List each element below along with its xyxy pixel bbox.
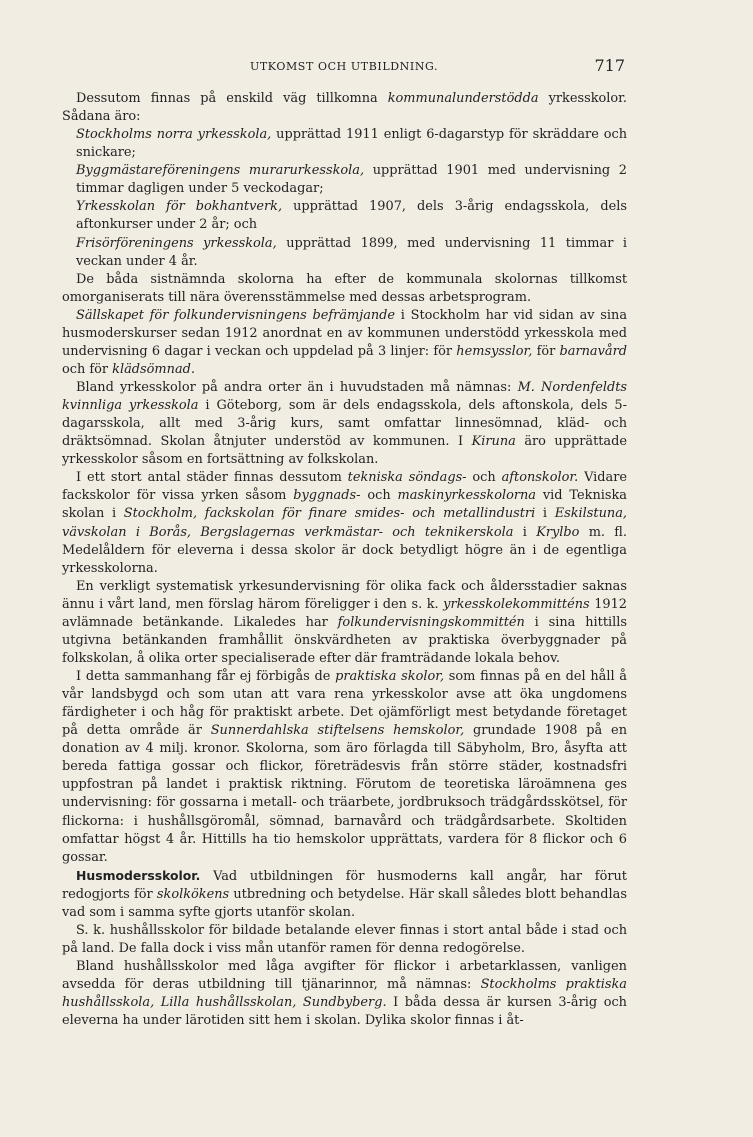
page-header [62, 58, 625, 78]
paragraph [62, 578, 627, 668]
italic-run: Byggmästareföreningens murarurkesskola, [76, 163, 365, 179]
italic-run: praktiska skolor, [335, 669, 445, 684]
text-run: upprättad 1899, med undervisning 11 timmar i veckan under 4 år. [76, 235, 627, 269]
text-run: Vidare fackskolor för vissa yrken såsom [62, 470, 628, 504]
text-run: upprättad 1901 med undervisning 2 timmar dagligen under 5 veckodagar; [76, 163, 627, 197]
italic-run: folkundervisningskommittén [337, 614, 525, 630]
paragraph [62, 867, 627, 922]
paragraph [62, 162, 627, 198]
text-run: yrkesskolor. Sådana äro: [62, 91, 627, 125]
italic-run: Kiruna [471, 434, 516, 450]
paragraph [62, 271, 627, 307]
italic-run: maskinyrkesskolorna [397, 488, 536, 504]
paragraph [62, 126, 627, 162]
text-run: S. k. hushållsskolor för bildade betalande elever finnas i stort antal både i stad och på land. De falla dock i viss mån utanför ramen för denna redogörelse. [62, 922, 627, 956]
italic-run: M. Nordenfeldts kvinnliga yrkesskola [62, 380, 627, 414]
italic-run: Yrkesskolan för bokhantverk, [76, 199, 283, 215]
text-run: Bland hushållsskolor med låga avgifter för flickor i arbetarklassen, vanligen avsedda för deras utbildning till tjänarinnor, må nämnas: [62, 959, 627, 993]
italic-run: Stockholms norra yrkesskola, [76, 127, 272, 143]
text-run: Dessutom finnas på enskild väg tillkomna [76, 91, 388, 106]
paragraph [62, 90, 627, 126]
italic-run: aftonskolor. [501, 470, 579, 486]
text-run: i Stockholm har vid sidan av sina husmoderskurser sedan 1912 anordnat en av kommunen understödd yrkesskola med undervisning 6 dagar i veckan och uppdelad på 3 linjer: för [62, 307, 628, 359]
text-run: En verkligt systematisk yrkesundervisning för olika fack och åldersstadier saknas ännu i vårt land, men förslag härom föreligger i den s. k. [62, 578, 627, 612]
italic-run: Stockholm, fackskolan för finare smides- och metallindustri [123, 506, 536, 522]
text-run: och [466, 470, 502, 486]
italic-run: Sunnerdahlska stiftelsens hemskolor, [210, 723, 465, 739]
italic-run: Eskilstuna, vävskolan i Borås, Bergslagernas verkmästar- och teknikerskola [62, 506, 627, 540]
text-run: vid Tekniska skolan i [62, 488, 627, 522]
text-run: i sina hittills utgivna betänkanden framhållit önskvärdheten av praktiska överbyggnader på folkskolan, å olika orter specialiserade efter där framträdande lokala behov. [62, 614, 627, 666]
text-run: I detta sammanhang får ej förbigås de [76, 669, 336, 684]
text-run: I båda dessa är kursen 3-årig och eleverna ha under lärotiden sitt hem i skolan. Dylika skolor finnas i åt- [62, 995, 627, 1029]
italic-run: kommunalunderstödda [387, 91, 539, 106]
text-run: I ett stort antal städer finnas dessutom [76, 470, 348, 486]
text-run: upprättad 1911 enligt 6-dagarstyp för skräddare och snickare; [76, 127, 628, 161]
italic-run: Krylbo [536, 524, 580, 540]
body-text [62, 90, 627, 1030]
italic-run: barnavård [559, 343, 627, 359]
text-run: Vad utbildningen för husmoderns kall angår, har förut redogjorts för [62, 868, 627, 902]
paragraph [62, 922, 627, 958]
text-run: m. fl. Medelåldern för eleverna i dessa skolor är dock betydligt högre än i de egentliga yrkesskolorna. [62, 524, 627, 576]
paragraph [62, 668, 627, 867]
text-run: grundade 1908 på en donation av 4 milj. kronor. Skolorna, som äro förlagda till Säbyholm, Bro, åsyfta att bereda fattiga gossar och flickor, företrädesvis från större städer, kostnadsfri uppfostran på landet i praktisk riktning. Förutom de teoretiska läroämnena ges undervisning: för gossarna i metall- och träarbete, jordbruksoch trädgårdsskötsel, för flickorna: i hushållsgöromål, sömnad, barnavård och trädgårdsarbete. Skoltiden omfattar högst 4 år. Hittills ha tio hemskolor upprättats, vardera för 8 flickor och 6 gossar. [62, 723, 627, 865]
italic-run: tekniska söndags- [347, 470, 467, 486]
text-run: Bland yrkesskolor på andra orter än i huvudstaden må nämnas: [76, 380, 518, 395]
paragraph [62, 307, 627, 379]
text-run: 1912 avlämnade betänkande. Likaledes har [62, 596, 627, 630]
text-run: i Göteborg, som är dels endagsskola, dels aftonskola, dels 5-dagarsskola, allt med 3-årig kurs, samt omfattar linnesömnad, kläd- och dräktsömnad. Skolan åtnjuter understöd av kommunen. I [62, 398, 627, 450]
italic-run: klädsömnad. [112, 361, 195, 377]
page-number: 717 [594, 56, 625, 75]
italic-run: Stockholms praktiska hushållsskola, Lilla hushållsskolan, Sundbyberg. [62, 977, 627, 1011]
italic-run: Frisörföreningens yrkesskola, [76, 235, 277, 251]
italic-run: hemsysslor, [456, 343, 533, 359]
text-run: för [532, 343, 560, 359]
paragraph [62, 958, 627, 1030]
text-run: De båda sistnämnda skolorna ha efter de kommunala skolornas tillkomst omorganiserats till nära överensstämmelse med dessas arbetsprogram. [62, 271, 627, 305]
running-title: UTKOMST OCH UTBILDNING. [250, 60, 439, 73]
text-run: upprättad 1907, dels 3-årig endagsskola, dels aftonkurser under 2 år; och [76, 199, 627, 233]
text-run: utbredning och betydelse. Här skall således blott behandlas vad som i samma syfte gjorts utanför skolan. [62, 886, 627, 920]
italic-run: skolkökens [156, 886, 230, 902]
paragraph [62, 469, 627, 577]
italic-run: yrkesskolekommitténs [443, 596, 590, 612]
italic-run: byggnads- [293, 488, 361, 504]
text-run: och [360, 488, 398, 504]
text-run: och för [62, 361, 113, 377]
text-run: som finnas på en del håll å vår landsbygd och som utan att vara rena yrkesskolor avse att öka ungdomens färdigheter i och håg för praktiskt arbete. Det ojämförligt mest betydande företaget på detta område är [62, 669, 627, 739]
paragraph [62, 198, 627, 234]
paragraph [62, 235, 627, 271]
text-run: i [513, 524, 537, 540]
paragraph [62, 379, 627, 469]
text-run: äro upprättade yrkesskolor såsom en fortsättning av folkskolan. [62, 434, 628, 468]
italic-run: Sällskapet för folkundervisningens befrämjande [76, 307, 396, 323]
section-heading: Husmodersskolor. [76, 867, 201, 883]
text-run: i [535, 506, 555, 522]
